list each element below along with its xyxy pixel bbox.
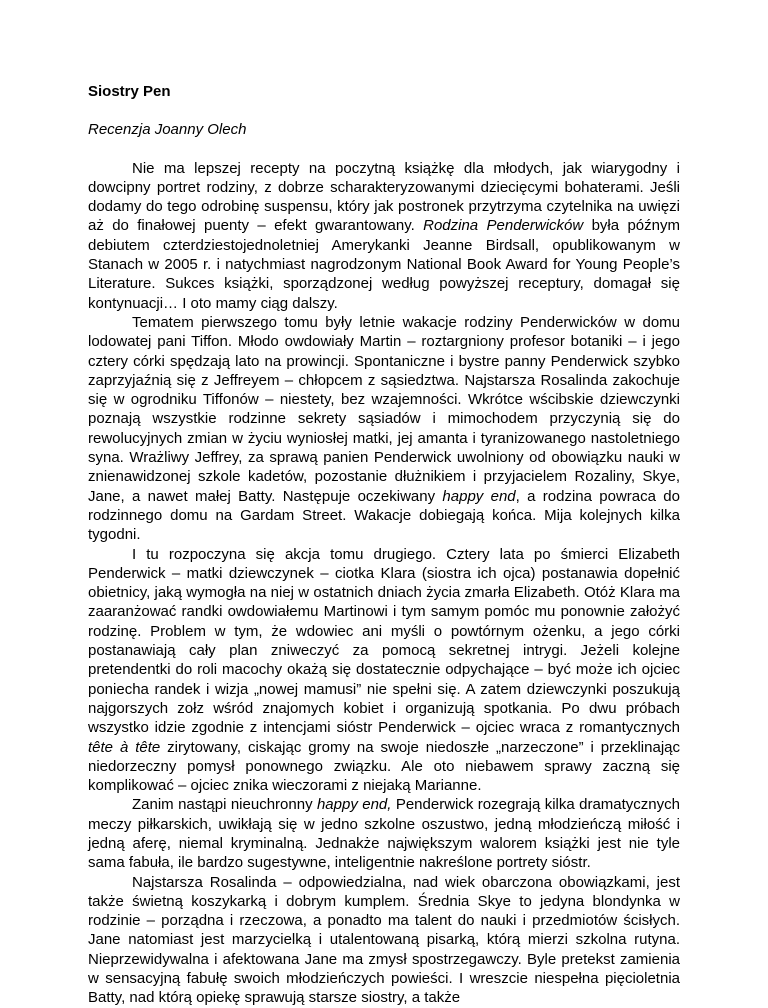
body-paragraph [88, 545, 680, 796]
body-paragraph [88, 795, 680, 872]
body-paragraph [88, 873, 680, 1008]
document-body [88, 159, 680, 1008]
italic-text: tête à tête [88, 738, 161, 756]
document-title: Siostry Pen [88, 83, 171, 100]
paragraph-text: Zanim nastąpi nieuchronny [132, 796, 317, 814]
italic-text: happy end [442, 487, 516, 505]
paragraph-text: zirytowany, ciskając gromy na swoje niedoszłe „narzeczone” i przeklinając niedorzeczny pomysł ponownego związku. Ale oto niebawem sprawy zaczną się komplikować – ojciec znika wieczorami z niejaką Marianne. [88, 738, 680, 795]
paragraph-text: , a rodzina powraca do rodzinnego domu na Gardam Street. Wakacje dobiegają końca. Mija kolejnych kilka tygodni. [88, 487, 680, 544]
italic-text: happy end, [316, 796, 392, 814]
paragraph-text: Tematem pierwszego tomu były letnie wakacje rodziny Penderwicków w domu lodowatej pani Tiffon. Młodo owdowiały Martin – roztargniony profesor botaniki – i jego cztery córki spędzają lato na prowincji. Spontaniczne i bystre panny Penderwick szybko zaprzyjaźnią się z Jeffreyem – chłopcem z sąsiedztwa. Najstarsza Rosalinda zakochuje się w ogrodniku Tiffonów – niestety, bez wzajemności. Wkrótce wścibskie dziewczynki poznają wszystkie rodzinne sekrety sąsiadów i mimochodem przyczynią się do rewolucyjnych zmian w życiu wyniosłej matki, jej amanta i tyranizowanego nastoletniego syna. Wrażliwy Jeffrey, za sprawą panien Penderwick uwolniony od obowiązku nauki w znienawidzonej szkole kadetów, pozostanie dłużnikiem i przyjacielem Rozaliny, Skye, Jane, a nawet małej Batty. Następuje oczekiwany [88, 313, 680, 505]
paragraph-text: Nie ma lepszej recepty na poczytną książkę dla młodych, jak wiarygodny i dowcipny portret rodziny, z dobrze scharakteryzowanymi dziecięcymi bohaterami. Jeśli dodamy do tego odrobinę suspensu, który jak postronek przytrzyma czytelnika na uwięzi aż do finałowej puenty – efekt gwarantowany. [88, 159, 680, 235]
paragraph-text: I tu rozpoczyna się akcja tomu drugiego. Cztery lata po śmierci Elizabeth Penderwick – matki dziewczynek – ciotka Klara (siostra ich ojca) postanawia dopełnić obietnicy, jaką wymogła na niej w ostatnich dniach życia zmarła Elizabeth. Otóż Klara ma zaaranżować randki owdowiałemu Martinowi i tym samym pomóc mu ponownie założyć rodzinę. Problem w tym, że wdowiec ani myśli o powtórnym ożenku, a jego córki postanawiają cały plan zniweczyć za pomocą sekretnej intrygi. Jeżeli kolejne pretendentki do roli macochy okażą się dostatecznie odpychające – być może ich ojciec poniecha randek i wizja „nowej mamusi” nie spełni się. A zatem dziewczynki poszukują najgorszych zołz wśród znajomych kobiet i organizują spotkania. Po dwu próbach wszystko idzie zgodnie z intencjami sióstr Penderwick – ojciec wraca z romantycznych [88, 545, 680, 737]
body-paragraph [88, 159, 680, 313]
body-paragraph [88, 313, 680, 545]
italic-text: Rodzina Penderwicków [423, 217, 584, 235]
document-subtitle: Recenzja Joanny Olech [88, 121, 247, 139]
paragraph-text: Penderwick rozegrają kilka dramatycznych meczy piłkarskich, uwikłają się w jedno szkolne oszustwo, jedną młodzieńczą miłość i jedną aferę, niemal kryminalną. Jednakże największym walorem książki jest nie tyle sama fabuła, ile bardzo sugestywne, inteligentnie nakreślone portrety sióstr. [88, 796, 680, 872]
paragraph-text: była późnym debiutem czterdziestojednoletniej Amerykanki Jeanne Birdsall, opublikowanym w Stanach w 2005 r. i natychmiast nagrodzonym National Book Award for Young People’s Literature. Sukces książki, sporządzonej według powyższej receptury, domagał się kontynuacji… I oto mamy ciąg dalszy. [88, 217, 680, 312]
document-page [88, 82, 680, 1008]
paragraph-text: Najstarsza Rosalinda – odpowiedzialna, nad wiek obarczona obowiązkami, jest także świetną koszykarką i dobrym kumplem. Średnia Skye to jedyna blondynka w rodzinie – porządna i rzeczowa, a ponadto ma talent do nauki i przedmiotów ścisłych. Jane natomiast jest marzycielką i utalentowaną pisarką, którą mierzi szkolna rutyna. Nieprzewidywalna i afektowana Jane ma zmysł spostrzegawczy. Byle pretekst zamienia w sensacyjną fabułę swoich młodzieńczych powieści. I wreszcie niespełna pięcioletnia Batty, nad którą opiekę sprawują starsze siostry, a także [88, 873, 680, 1007]
